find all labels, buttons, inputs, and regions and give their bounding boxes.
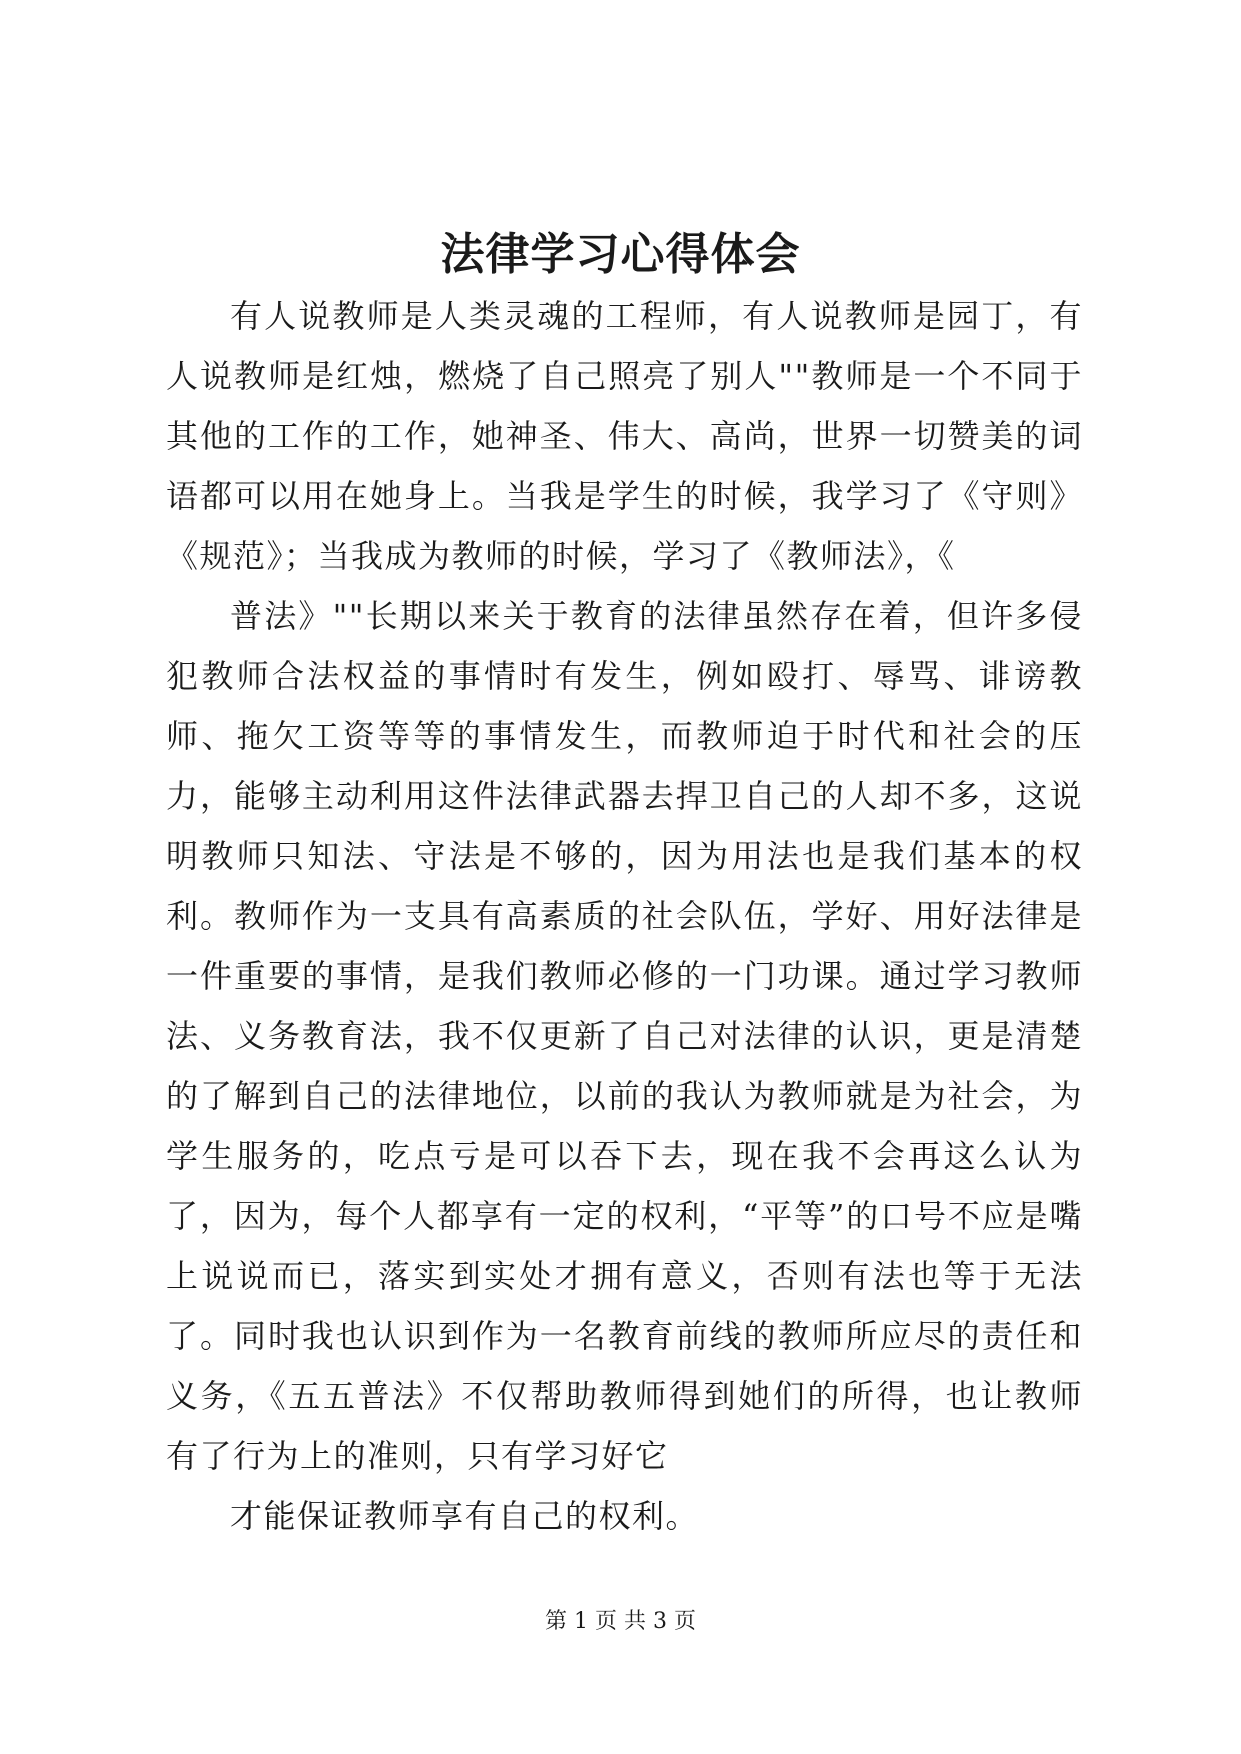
document-body — [166, 286, 1083, 1546]
paragraph-2: 普法》""长期以来关于教育的法律虽然存在着，但许多侵犯教师合法权益的事情时有发生，例如殴打、辱骂、诽谤教师、拖欠工资等等的事情发生，而教师迫于时代和社会的压力，能够主动利用这件法律武器去捍卫自己的人却不多，这说明教师只知法、守法是不够的，因为用法也是我们基本的权利。教师作为一支具有高素质的社会队伍，学好、用好法律是一件重要的事情，是我们教师必修的一门功课。通过学习教师法、义务教育法，我不仅更新了自己对法律的认识，更是清楚的了解到自己的法律地位，以前的我认为教师就是为社会，为学生服务的，吃点亏是可以吞下去，现在我不会再这么认为了，因为，每个人都享有一定的权利，“平等”的口号不应是嘴上说说而已，落实到实处才拥有意义，否则有法也等于无法了。同时我也认识到作为一名教育前线的教师所应尽的责任和义务，《五五普法》不仅帮助教师得到她们的所得，也让教师有了行为上的准则，只有学习好它 — [166, 597, 1083, 1475]
paragraph-1: 有人说教师是人类灵魂的工程师，有人说教师是园丁，有人说教师是红烛，燃烧了自己照亮了别人""教师是一个不同于其他的工作的工作，她神圣、伟大、高尚，世界一切赞美的词语都可以用在她身上。当我是学生的时候，我学习了《守则》《规范》；当我成为教师的时候，学习了《教师法》，《 — [166, 297, 1083, 575]
document-title: 法律学习心得体会 — [440, 229, 801, 280]
paragraph-3: 才能保证教师享有自己的权利。 — [230, 1497, 700, 1535]
page-number-footer: 第 1 页 共 3 页 — [545, 1609, 696, 1634]
